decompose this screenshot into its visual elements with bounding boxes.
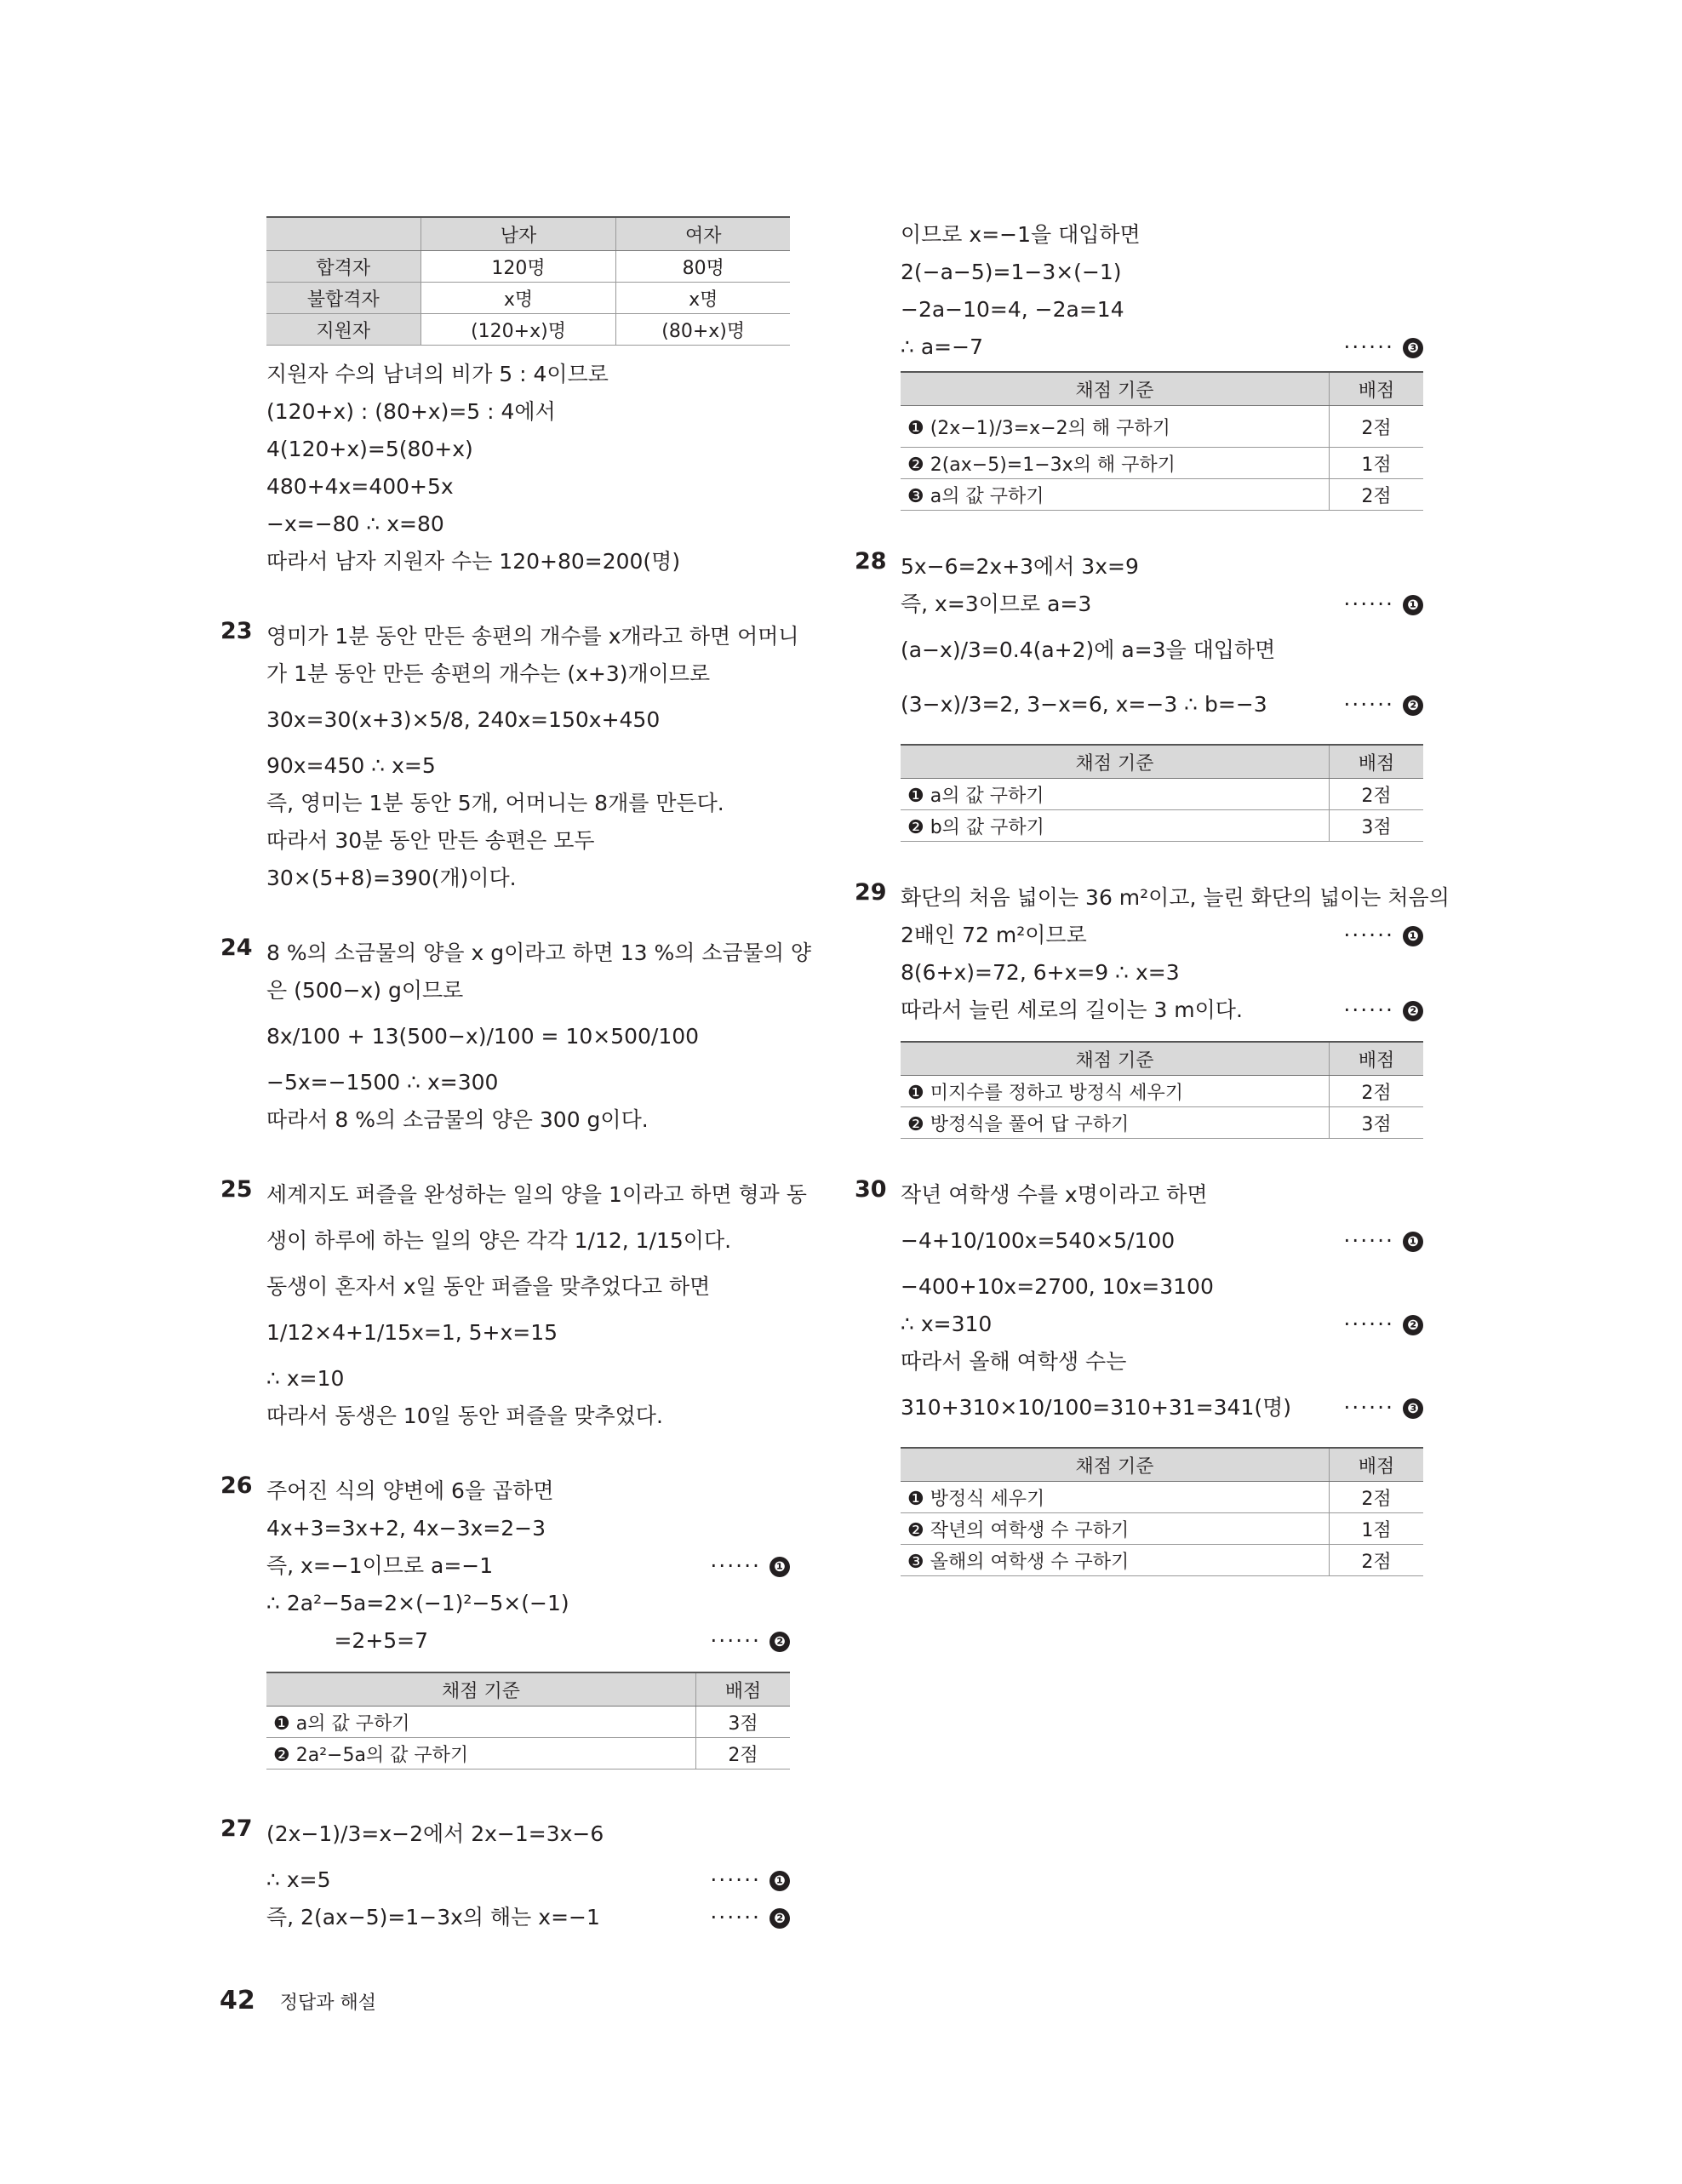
solution-line: 주어진 식의 양변에 6을 곱하면 xyxy=(266,1478,554,1503)
table-cell: 3점 xyxy=(696,1707,791,1738)
solution-line: 8(6+x)=72, 6+x=9 ∴ x=3 xyxy=(901,960,1180,985)
solution-line: (120+x) : (80+x)=5 : 4에서 xyxy=(266,399,556,424)
scoring-table xyxy=(901,744,1423,842)
table-cell: ❷ 2a²−5a의 값 구하기 xyxy=(266,1738,696,1769)
step-marker: ······ ❶ xyxy=(1343,917,1423,954)
step-badge-icon: ❸ xyxy=(1403,338,1423,358)
solution-line: 즉, x=−1이므로 a=−1 ······ ❶ xyxy=(266,1547,790,1585)
table-cell: 2점 xyxy=(696,1738,791,1769)
footer-label: 정답과 해설 xyxy=(279,1992,377,2014)
solution-line: 즉, 2(ax−5)=1−3x의 해는 x=−1 ······ ❷ xyxy=(266,1899,790,1936)
solution-line: 30×(5+8)=390(개)이다. xyxy=(266,866,517,890)
solution-line: 따라서 30분 동안 만든 송편은 모두 xyxy=(266,828,595,853)
solution-line: 4x+3=3x+2, 4x−3x=2−3 xyxy=(266,1516,546,1541)
solution-line: −4+10/100x=540×5/100 ······ ❶ xyxy=(901,1214,1423,1268)
problem-30 xyxy=(855,1176,1423,1576)
solution-line: 따라서 올해 여학생 수는 xyxy=(901,1349,1127,1374)
step-marker: ······ ❸ xyxy=(1343,329,1423,366)
table-cell: 2점 xyxy=(1330,406,1424,448)
table-header: 배점 xyxy=(1330,745,1424,779)
scoring-table xyxy=(901,1041,1423,1139)
step-marker: ······ ❶ xyxy=(710,1547,790,1585)
scoring-table xyxy=(901,371,1423,511)
step-marker: ······ ❶ xyxy=(1343,1214,1423,1268)
table-cell: ❶ 방정식 세우기 xyxy=(901,1482,1330,1513)
solution-line: 따라서 8 %의 소금물의 양은 300 g이다. xyxy=(266,1107,649,1132)
solution-line: =2+5=7 ······ ❷ xyxy=(266,1622,790,1660)
table-cell: ❶ a의 값 구하기 xyxy=(266,1707,696,1738)
problem-25 xyxy=(220,1176,807,1435)
table-cell: ❷ b의 값 구하기 xyxy=(901,810,1330,842)
problem-27 xyxy=(220,1807,790,1936)
step-badge-icon: ❶ xyxy=(1403,926,1423,946)
problem-number: 28 xyxy=(855,548,887,575)
step-marker: ······ ❶ xyxy=(1343,586,1423,623)
solution-line: 영미가 1분 동안 만든 송편의 개수를 x개라고 하면 어머니 xyxy=(266,624,799,649)
table-cell: (120+x)명 xyxy=(420,314,616,346)
table-header xyxy=(266,217,420,251)
table-cell: 합격자 xyxy=(266,251,420,283)
scoring-table xyxy=(266,1672,790,1769)
table-cell: ❸ 올해의 여학생 수 구하기 xyxy=(901,1545,1330,1576)
problem-27-continued xyxy=(901,216,1423,511)
step-badge-icon: ❶ xyxy=(769,1557,790,1577)
solution-line: −2a−10=4, −2a=14 xyxy=(901,297,1124,322)
step-badge-icon: ❷ xyxy=(1403,1315,1423,1335)
scoring-table xyxy=(901,1447,1423,1576)
solution-line: 8 %의 소금물의 양을 x g이라고 하면 13 %의 소금물의 양 xyxy=(266,940,812,965)
solution-line: 생이 하루에 하는 일의 양은 각각 1/12, 1/15이다. xyxy=(266,1228,732,1253)
solution-line: 480+4x=400+5x xyxy=(266,474,454,499)
table-cell: 80명 xyxy=(616,251,790,283)
table-cell: ❸ a의 값 구하기 xyxy=(901,479,1330,511)
solution-line: 1/12×4+1/15x=1, 5+x=15 xyxy=(266,1320,558,1345)
table-header: 채점 기준 xyxy=(266,1672,696,1707)
table-cell: 3점 xyxy=(1330,1107,1424,1139)
table-cell: 불합격자 xyxy=(266,283,420,314)
table-cell: 120명 xyxy=(420,251,616,283)
problem-number: 30 xyxy=(855,1176,887,1203)
step-marker: ······ ❶ xyxy=(710,1861,790,1899)
step-badge-icon: ❷ xyxy=(1403,695,1423,716)
table-header: 배점 xyxy=(1330,1042,1424,1076)
step-badge-icon: ❸ xyxy=(1403,1398,1423,1419)
table-cell: (80+x)명 xyxy=(616,314,790,346)
step-badge-icon: ❷ xyxy=(1403,1001,1423,1021)
solution-line: 310+310×10/100=310+31=341(명) ······ ❸ xyxy=(901,1381,1423,1435)
table-cell: 2점 xyxy=(1330,1545,1424,1576)
table-cell: 2점 xyxy=(1330,1076,1424,1107)
step-marker: ······ ❷ xyxy=(710,1622,790,1660)
solution-line: 즉, 영미는 1분 동안 5개, 어머니는 8개를 만든다. xyxy=(266,791,724,815)
table-header: 배점 xyxy=(1330,372,1424,406)
solution-line: 8x/100 + 13(500−x)/100 = 10×500/100 xyxy=(266,1024,700,1049)
table-cell: 2점 xyxy=(1330,1482,1424,1513)
problem-number: 29 xyxy=(855,879,887,906)
solution-line: 즉, x=3이므로 a=3 ······ ❶ xyxy=(901,586,1423,623)
table-header: 채점 기준 xyxy=(901,745,1330,779)
solution-line: 2(−a−5)=1−3×(−1) xyxy=(901,260,1122,284)
solution-line: (3−x)/3=2, 3−x=6, x=−3 ∴ b=−3 ······ ❷ xyxy=(901,677,1423,732)
step-marker: ······ ❸ xyxy=(1343,1381,1423,1435)
solution-line: ∴ a=−7 ······ ❸ xyxy=(901,329,1423,366)
table-header: 배점 xyxy=(696,1672,791,1707)
step-marker: ······ ❷ xyxy=(1343,992,1423,1029)
solution-line: ∴ x=5 ······ ❶ xyxy=(266,1861,790,1899)
table-cell: 3점 xyxy=(1330,810,1424,842)
table-cell: ❷ 2(ax−5)=1−3x의 해 구하기 xyxy=(901,448,1330,479)
table-cell: ❷ 방정식을 풀어 답 구하기 xyxy=(901,1107,1330,1139)
solution-line: 지원자 수의 남녀의 비가 5 : 4이므로 xyxy=(266,362,609,386)
step-badge-icon: ❷ xyxy=(769,1908,790,1929)
solution-line: 세계지도 퍼즐을 완성하는 일의 양을 1이라고 하면 형과 동 xyxy=(266,1182,807,1207)
solution-line: 2배인 72 m²이므로 ······ ❶ xyxy=(901,917,1423,954)
problem-23 xyxy=(220,618,799,897)
solution-line: ∴ x=10 xyxy=(266,1366,345,1391)
solution-line: 은 (500−x) g이므로 xyxy=(266,978,464,1003)
page-number: 42 xyxy=(220,1986,255,2015)
table-header: 채점 기준 xyxy=(901,1448,1330,1482)
step-badge-icon: ❶ xyxy=(1403,595,1423,615)
table-cell: 2점 xyxy=(1330,479,1424,511)
table-header: 여자 xyxy=(616,217,790,251)
table-cell: 1점 xyxy=(1330,1513,1424,1545)
page-footer xyxy=(220,1986,376,2015)
left-column xyxy=(220,216,812,1936)
table-header: 배점 xyxy=(1330,1448,1424,1482)
problem-26 xyxy=(220,1472,790,1769)
solution-line: 화단의 처음 넓이는 36 m²이고, 늘린 화단의 넓이는 처음의 xyxy=(901,885,1450,910)
solution-line: 동생이 혼자서 x일 동안 퍼즐을 맞추었다고 하면 xyxy=(266,1274,711,1299)
solution-line: 4(120+x)=5(80+x) xyxy=(266,437,473,461)
solution-line: 가 1분 동안 만든 송편의 개수는 (x+3)개이므로 xyxy=(266,661,711,686)
step-marker: ······ ❷ xyxy=(710,1899,790,1936)
problem-24 xyxy=(220,935,812,1139)
step-badge-icon: ❷ xyxy=(769,1632,790,1652)
problem-number: 26 xyxy=(220,1472,253,1499)
solution-line: 따라서 남자 지원자 수는 120+80=200(명) xyxy=(266,549,681,574)
step-marker: ······ ❷ xyxy=(1343,1306,1423,1343)
table-cell: 2점 xyxy=(1330,779,1424,810)
solution-line: ∴ 2a²−5a=2×(−1)²−5×(−1) xyxy=(266,1591,569,1615)
step-badge-icon: ❶ xyxy=(769,1871,790,1891)
solution-line: −400+10x=2700, 10x=3100 xyxy=(901,1274,1214,1299)
table-cell: ❷ 작년의 여학생 수 구하기 xyxy=(901,1513,1330,1545)
solution-line: 따라서 동생은 10일 동안 퍼즐을 맞추었다. xyxy=(266,1404,663,1428)
solution-line: −5x=−1500 ∴ x=300 xyxy=(266,1070,499,1095)
solution-line: 따라서 늘린 세로의 길이는 3 m이다. ······ ❷ xyxy=(901,992,1423,1029)
step-marker: ······ ❷ xyxy=(1343,677,1423,732)
applicant-table xyxy=(266,216,790,346)
problem-28 xyxy=(855,548,1423,842)
solution-line: (2x−1)/3=x−2에서 2x−1=3x−6 xyxy=(266,1821,604,1846)
problem-number: 23 xyxy=(220,618,253,644)
solution-line: 90x=450 ∴ x=5 xyxy=(266,753,436,778)
table-cell: ❶ 미지수를 정하고 방정식 세우기 xyxy=(901,1076,1330,1107)
right-column xyxy=(855,216,1450,1576)
solution-line: (a−x)/3=0.4(a+2)에 a=3을 대입하면 xyxy=(901,637,1276,662)
table-cell: ❶ a의 값 구하기 xyxy=(901,779,1330,810)
table-header: 채점 기준 xyxy=(901,1042,1330,1076)
table-cell: 1점 xyxy=(1330,448,1424,479)
solution-line: 30x=30(x+3)×5/8, 240x=150x+450 xyxy=(266,707,661,732)
problem-29 xyxy=(855,879,1450,1139)
solution-line: 작년 여학생 수를 x명이라고 하면 xyxy=(901,1182,1208,1207)
problem-number: 24 xyxy=(220,935,253,961)
solution-line: ∴ x=310 ······ ❷ xyxy=(901,1306,1423,1343)
problem-number: 27 xyxy=(220,1815,253,1842)
solution-line: 5x−6=2x+3에서 3x=9 xyxy=(901,554,1139,579)
table-header: 채점 기준 xyxy=(901,372,1330,406)
table-cell: x명 xyxy=(420,283,616,314)
table-header: 남자 xyxy=(420,217,616,251)
table-cell: ❶ (2x−1)/3=x−2의 해 구하기 xyxy=(901,406,1330,448)
table-cell: 지원자 xyxy=(266,314,420,346)
solution-line: −x=−80 ∴ x=80 xyxy=(266,512,444,536)
table-cell: x명 xyxy=(616,283,790,314)
solution-line: 이므로 x=−1을 대입하면 xyxy=(901,222,1141,247)
step-badge-icon: ❶ xyxy=(1403,1232,1423,1252)
problem-number: 25 xyxy=(220,1176,253,1203)
